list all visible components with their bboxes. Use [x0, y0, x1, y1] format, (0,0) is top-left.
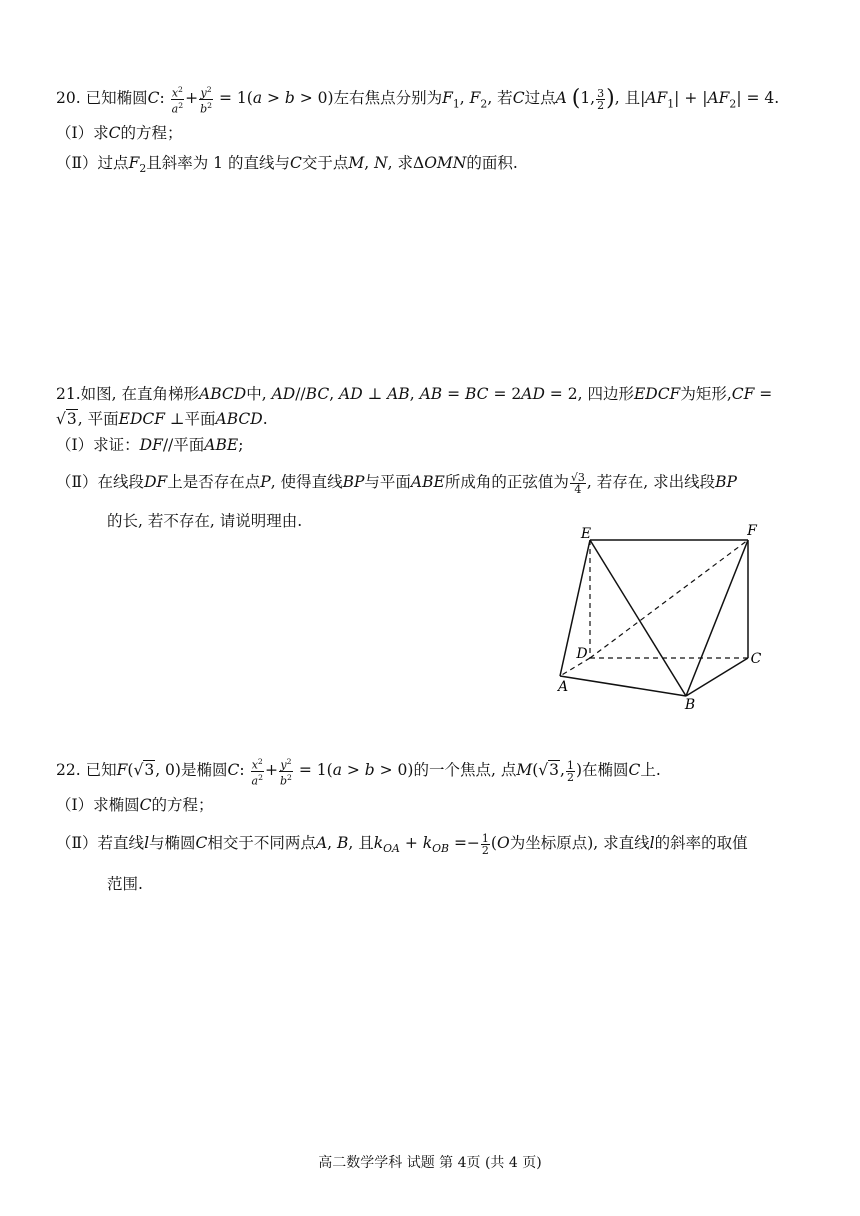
question-number: 22.	[56, 761, 81, 780]
q21-part2: （Ⅱ）在线段DF上是否存在点P, 使得直线BP与平面ABE所成角的正弦值为 $\frac{√3}{4}$ , 若存在, 求出线段BP	[56, 470, 737, 496]
q22-part1: （Ⅰ）求椭圆C的方程；	[56, 796, 214, 814]
geometry-figure	[540, 520, 780, 720]
q22-stem: 22. 已知F(√3, 0)是椭圆C: $\frac{x^2}{a^2}$ + $\frac{y^2}{b^2}$ = 1(a > b > 0)的一个焦点, 点M(√3, $\frac{1}{2}$ )在椭圆C上.	[56, 757, 661, 788]
edge-ab	[560, 676, 686, 696]
q21-part1: （Ⅰ）求证：DF//平面ABE;	[56, 436, 244, 454]
q21-stem-line2: √3, 平面EDCF ⊥平面ABCD.	[56, 410, 268, 428]
q21-stem: 21.如图, 在直角梯形ABCD中, AD//BC, AD ⊥ AB, AB = BC = 2AD = 2, 四边形EDCF为矩形,CF =	[56, 385, 773, 403]
label-f: F	[747, 523, 757, 539]
question-number: 20.	[56, 89, 81, 108]
edge-bc	[686, 658, 748, 696]
q21-part2-line2: 的长, 若不存在, 请说明理由.	[107, 512, 303, 530]
q22-part2: （Ⅱ）若直线l与椭圆C相交于不同两点A, B, 且$k_{OA} + k_{OB}$ =− $\frac{1}{2}$ (O为坐标原点), 求直线l的斜率的取值	[56, 831, 748, 857]
question-number: 21.	[56, 385, 81, 403]
label-b: B	[684, 697, 696, 713]
label-e: E	[580, 526, 592, 542]
label-d: D	[576, 646, 588, 662]
q20-stem: 20. 已知椭圆C: $\frac{x^2}{a^2}$ + $\frac{y^2}{b^2}$ = 1(a > b > 0)左右焦点分别为$F_1$, $F_2$, 若C过点A (1, $\frac{3}{2}$ ), 且$|AF_1| + |AF_2| = 4$.	[56, 85, 780, 116]
q20-part1: （Ⅰ）求C的方程；	[56, 124, 183, 142]
label-c: C	[750, 651, 762, 667]
label-a: A	[557, 679, 569, 695]
q20-part2: （Ⅱ）过点$F_2$且斜率为 1 的直线与C交于点M, N, 求ΔOMN的面积.	[56, 154, 518, 176]
edge-fb	[686, 540, 748, 696]
edge-eb	[590, 540, 686, 696]
page-footer: 高二数学学科 试题 第 4页 (共 4 页)	[318, 1155, 542, 1171]
q22-part2-line2: 范围.	[107, 875, 143, 893]
